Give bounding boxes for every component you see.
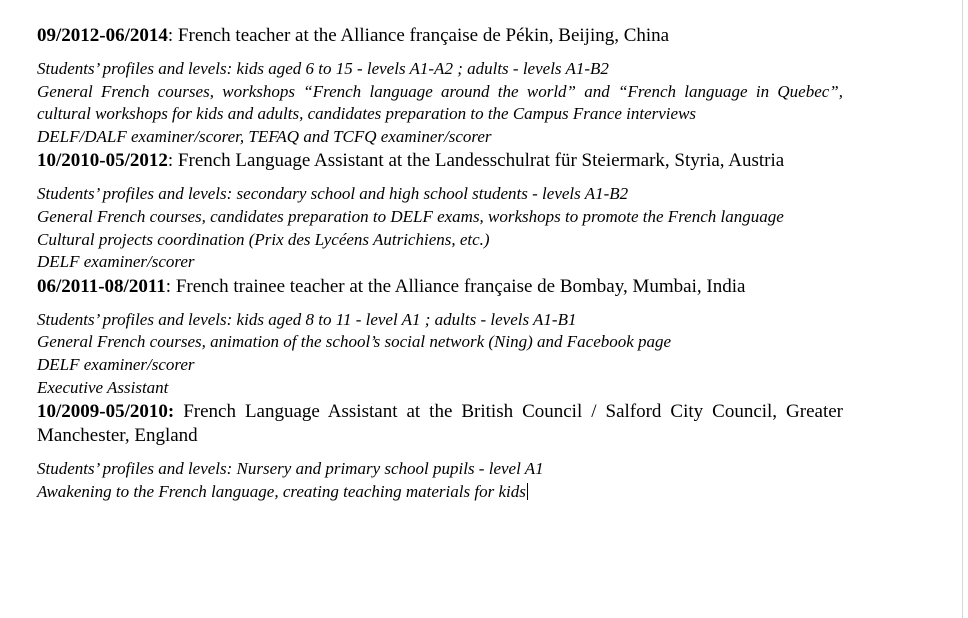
job-detail-line: Students’ profiles and levels: kids aged 8 to 11 - level A1 ; adults - levels A1-B1 bbox=[37, 309, 577, 329]
job-detail-line: DELF/DALF examiner/scorer, TEFAQ and TCFQ examiner/scorer bbox=[37, 126, 492, 146]
job-separator: : bbox=[167, 150, 174, 172]
job-detail-line: Cultural projects coordination (Prix des Lycéens Autrichiens, etc.) bbox=[37, 229, 490, 249]
job-title: French Language Assistant at the Landesschulrat für Steiermark, Styria, Austria bbox=[173, 150, 785, 172]
job-dates: 10/2010-05/2012 bbox=[37, 150, 168, 172]
job-detail-line: DELF examiner/scorer bbox=[37, 252, 195, 272]
job-heading bbox=[37, 275, 843, 299]
job-title: French trainee teacher at the Alliance française de Bombay, Mumbai, India bbox=[171, 275, 746, 297]
job-dates: 10/2009-05/2010: bbox=[37, 401, 175, 423]
job-separator: : bbox=[165, 275, 172, 297]
job-detail-line: Executive Assistant bbox=[37, 377, 169, 397]
job-detail-line: DELF examiner/scorer bbox=[37, 354, 195, 374]
job-detail-line: General French courses, workshops “French language around the world” and “French language in Quebec”, cultural workshops for kids and adults, candidates preparation to the Campus France interviews bbox=[37, 81, 843, 124]
job-separator: : bbox=[167, 25, 174, 46]
job-entry bbox=[37, 275, 843, 399]
job-entry bbox=[37, 400, 843, 503]
job-detail-line: Students’ profiles and levels: Nursery and primary school pupils - level A1 bbox=[37, 459, 544, 479]
job-heading bbox=[37, 24, 843, 48]
job-dates: 09/2012-06/2014 bbox=[37, 25, 168, 46]
job-detail-text: Awakening to the French language, creating teaching materials for kids bbox=[37, 481, 526, 501]
job-dates: 06/2011-08/2011 bbox=[37, 275, 166, 297]
job-detail-line: General French courses, animation of the school’s social network (Ning) and Facebook page bbox=[37, 332, 672, 352]
job-detail-line: General French courses, candidates preparation to DELF exams, workshops to promote the French language bbox=[37, 206, 784, 226]
resume-experience-section[interactable] bbox=[37, 24, 843, 503]
job-heading bbox=[37, 149, 843, 173]
job-title: French teacher at the Alliance française de Pékin, Beijing, China bbox=[173, 25, 670, 46]
page-edge-rule bbox=[962, 0, 963, 618]
job-title: French Language Assistant at the British Council / Salford City Council, Greater Manchester, England bbox=[37, 401, 843, 447]
job-entry bbox=[37, 24, 843, 148]
job-entry bbox=[37, 149, 843, 273]
job-detail-line: Students’ profiles and levels: secondary school and high school students - levels A1-B2 bbox=[37, 184, 629, 204]
job-detail-line bbox=[37, 481, 843, 504]
job-heading bbox=[37, 400, 843, 448]
text-cursor bbox=[527, 483, 528, 500]
job-detail-line: Students’ profiles and levels: kids aged 6 to 15 - levels A1-A2 ; adults - levels A1-B2 bbox=[37, 59, 609, 78]
